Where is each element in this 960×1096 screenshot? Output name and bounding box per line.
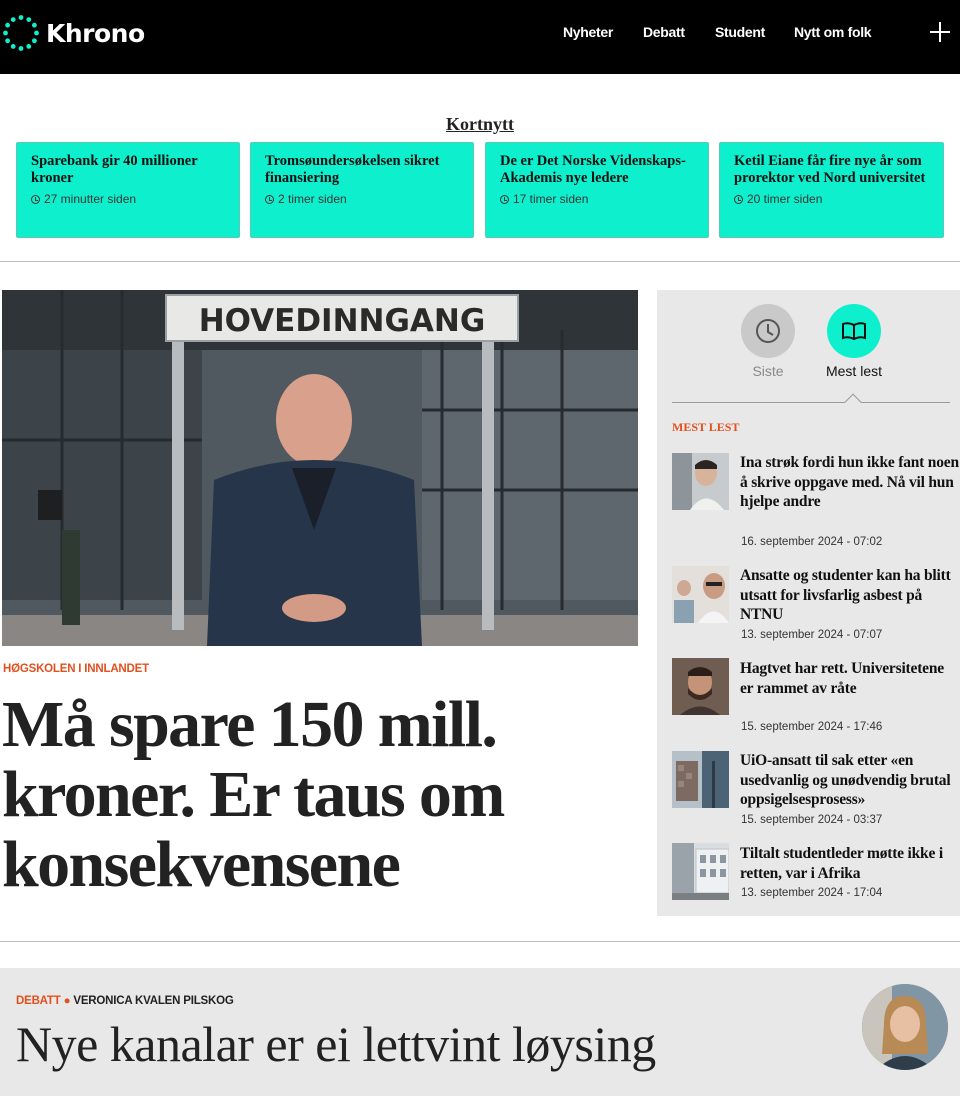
kortnytt-time — [265, 192, 459, 206]
kortnytt-card[interactable] — [719, 142, 944, 238]
kortnytt-headline: Tromsøundersøkelsen sikret finansiering — [265, 153, 440, 186]
article-thumbnail[interactable] — [672, 566, 729, 623]
article-date: 15. september 2024 - 17:46 — [741, 721, 883, 733]
kortnytt-time-text: 2 timer siden — [278, 192, 347, 206]
kortnytt-card[interactable] — [250, 142, 474, 238]
logo-text: Khrono — [46, 18, 145, 48]
tab-siste-label[interactable]: Siste — [752, 363, 784, 379]
article-date: 16. september 2024 - 07:02 — [741, 536, 883, 548]
thumb-photo-1 — [672, 453, 729, 510]
nav-nyheter[interactable]: Nyheter — [563, 24, 614, 40]
kortnytt-headline: Sparebank gir 40 millioner kroner — [31, 153, 198, 186]
main-story-headline[interactable]: Må spare 150 mill. kroner. Er taus om konsekvensene — [2, 688, 504, 901]
kortnytt-time-text: 27 minutter siden — [44, 192, 137, 206]
article-date: 15. september 2024 - 03:37 — [741, 814, 883, 826]
site-header — [0, 0, 960, 74]
author-avatar[interactable] — [862, 984, 948, 1070]
article-date: 13. september 2024 - 17:04 — [741, 887, 883, 899]
nav-nytt-om-folk[interactable]: Nytt om folk — [794, 24, 872, 40]
kortnytt-headline: De er Det Norske Videnskaps-Akademis nye ledere — [500, 153, 686, 186]
clock-icon — [500, 195, 509, 204]
clock-icon — [31, 195, 40, 204]
mest-lest-sidebar — [657, 290, 960, 916]
article-title[interactable]: Ina strøk fordi hun ikke fant noen å skrive oppgave med. Nå vil hun hjelpe andre — [740, 454, 959, 510]
section-divider — [0, 261, 960, 262]
article-title[interactable]: Ansatte og studenter kan ha blitt utsatt for livsfarlig asbest på NTNU — [740, 567, 951, 623]
book-icon — [827, 304, 881, 358]
debatt-kicker — [16, 995, 234, 1007]
active-tab-indicator — [845, 394, 862, 411]
article-thumbnail[interactable] — [672, 843, 729, 900]
kortnytt-time — [31, 192, 225, 206]
hovedinngang-photo — [2, 290, 638, 646]
article-thumbnail[interactable] — [672, 453, 729, 510]
article-thumbnail[interactable] — [672, 658, 729, 715]
article-title[interactable]: Tiltalt studentleder møtte ikke i retten, var i Afrika — [740, 845, 943, 882]
main-story-image[interactable] — [2, 290, 638, 646]
kortnytt-time-text: 20 timer siden — [747, 192, 823, 206]
kortnytt-time — [734, 192, 929, 206]
bullet-icon: ● — [63, 995, 71, 1007]
section-divider — [0, 941, 960, 942]
clock-icon — [265, 195, 274, 204]
kortnytt-title[interactable]: Kortnytt — [446, 114, 514, 134]
debatt-teaser[interactable] — [0, 968, 960, 1096]
thumb-photo-2 — [672, 566, 729, 623]
kortnytt-card[interactable] — [485, 142, 709, 238]
nav-student[interactable]: Student — [715, 24, 766, 40]
mest-lest-label: MEST LEST — [672, 420, 740, 434]
clock-icon — [741, 304, 795, 358]
khrono-logo[interactable] — [2, 13, 145, 53]
kortnytt-time — [500, 192, 694, 206]
logo-dots-icon — [2, 14, 40, 52]
hovedinngang-sign-text: HOVEDINNGANG — [198, 303, 486, 339]
kortnytt-headline: Ketil Eiane får fire nye år som prorektor ved Nord universitet — [734, 153, 926, 186]
tab-siste[interactable] — [741, 304, 795, 358]
nav-debatt[interactable]: Debatt — [643, 24, 685, 40]
article-title[interactable]: Hagtvet har rett. Universitetene er rammet av råte — [740, 660, 944, 697]
debatt-author[interactable]: VERONICA KVALEN PILSKOG — [73, 995, 234, 1007]
tab-underline — [672, 402, 950, 403]
article-date: 13. september 2024 - 07:07 — [741, 629, 883, 641]
article-thumbnail[interactable] — [672, 751, 729, 808]
main-story-kicker[interactable]: HØGSKOLEN I INNLANDET — [3, 663, 149, 675]
kortnytt-time-text: 17 timer siden — [513, 192, 589, 206]
kortnytt-card[interactable] — [16, 142, 240, 238]
clock-icon — [734, 195, 743, 204]
debatt-section-label[interactable]: DEBATT — [16, 995, 61, 1007]
plus-icon[interactable] — [926, 18, 954, 46]
article-title[interactable]: UiO-ansatt til sak etter «en usedvanlig og unødvendig brutal oppsigelsesprosess» — [740, 752, 951, 808]
thumb-photo-3 — [672, 658, 729, 715]
avatar-photo — [862, 984, 948, 1070]
thumb-photo-5 — [672, 843, 729, 900]
tab-mest-lest-label[interactable]: Mest lest — [825, 363, 882, 379]
tab-mest-lest[interactable] — [827, 304, 881, 358]
thumb-photo-4 — [672, 751, 729, 808]
debatt-headline[interactable]: Nye kanalar er ei lettvint løysing — [16, 1016, 656, 1072]
